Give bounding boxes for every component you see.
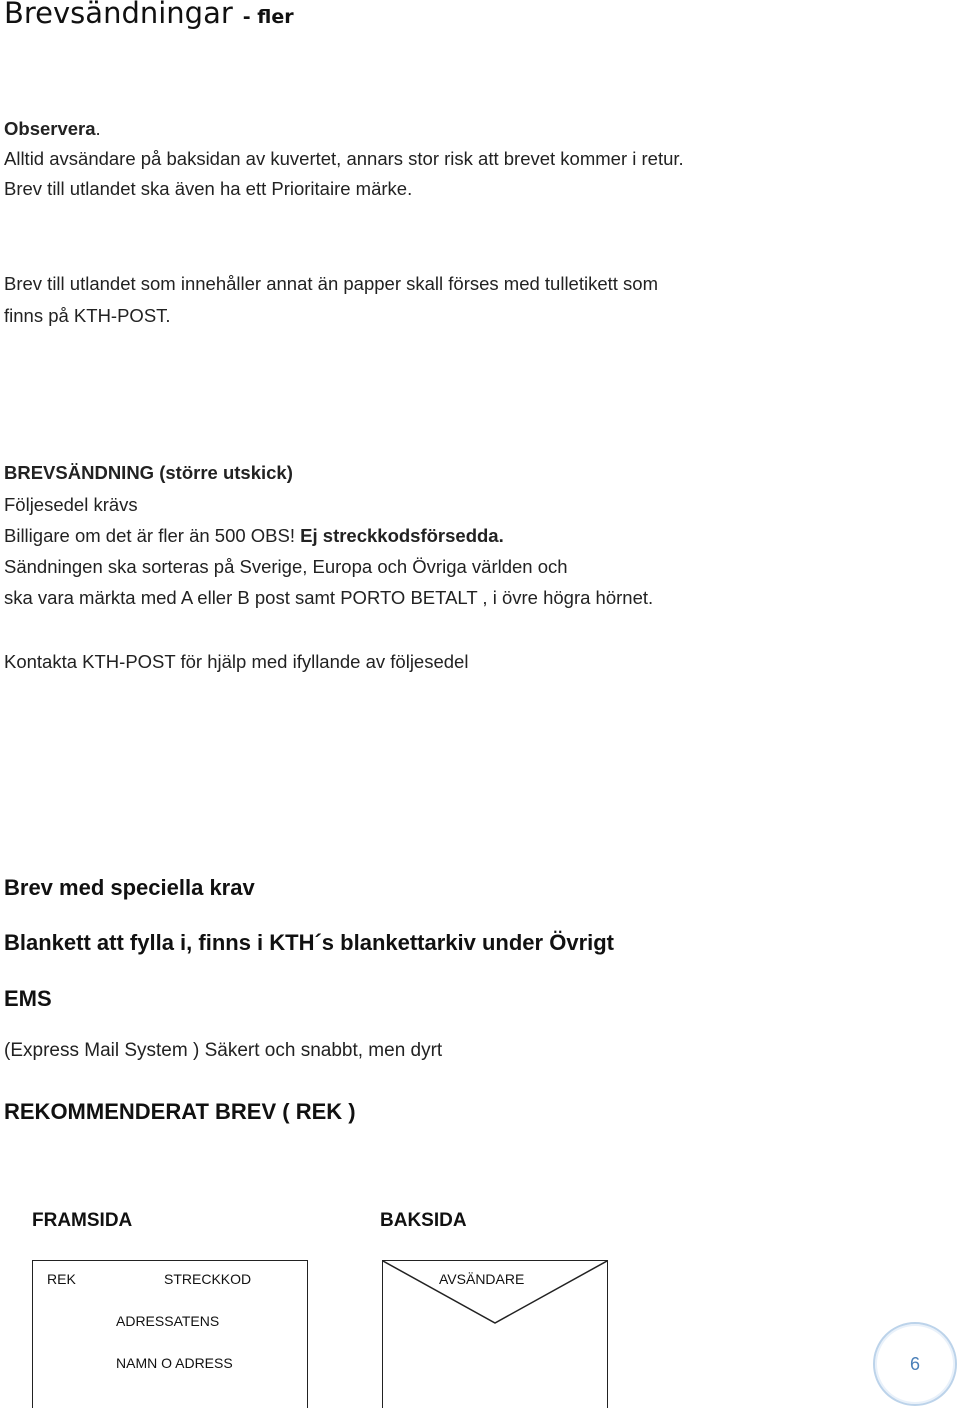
title-text: Brevsändningar (4, 0, 233, 30)
observe-label-dot: . (95, 118, 101, 139)
customs-line-1: Brev till utlandet som innehåller annat än papper skall förses med tulletikett som (4, 273, 659, 294)
front-addressee-label: ADRESSATENS (116, 1313, 220, 1329)
bulk-line-4: ska vara märkta med A eller B post samt PORTO BETALT , i övre högra hörnet. (4, 587, 654, 608)
observe-label-line (4, 118, 101, 140)
title-subtitle: - fler (242, 6, 294, 28)
bulk-line-2-text: Billigare om det är fler än 500 OBS! (4, 525, 301, 546)
rek-heading: REKOMMENDERAT BREV ( REK ) (4, 1099, 356, 1124)
observe-label: Observera (4, 118, 96, 139)
bulk-line-2-emphasis: Ej streckkodsförsedda. (300, 525, 504, 546)
front-envelope (32, 1260, 308, 1408)
special-heading: Brev med speciella krav (4, 875, 255, 900)
back-label: BAKSIDA (380, 1210, 467, 1231)
page-title (4, 0, 294, 30)
page-number: 6 (909, 1353, 920, 1374)
bulk-line-3: Sändningen ska sorteras på Sverige, Europa och Övriga världen och (4, 556, 568, 577)
front-label: FRAMSIDA (32, 1210, 133, 1231)
bulk-line-2 (4, 525, 504, 547)
bulk-heading: BREVSÄNDNING (större utskick) (4, 462, 293, 483)
observe-line-2: Brev till utlandet ska även ha ett Prioritaire märke. (4, 178, 413, 199)
special-form-note: Blankett att fylla i, finns i KTH´s blankettarkiv under Övrigt (4, 930, 615, 955)
front-name-label: NAMN O ADRESS (116, 1355, 233, 1371)
customs-line-2: finns på KTH-POST. (4, 305, 171, 326)
bulk-contact: Kontakta KTH-POST för hjälp med ifyllande av följesedel (4, 651, 469, 672)
front-rek-label: REK (47, 1271, 76, 1287)
ems-description: (Express Mail System ) Säkert och snabbt, men dyrt (4, 1040, 443, 1061)
bulk-line-1: Följesedel krävs (4, 494, 138, 515)
back-sender-label: AVSÄNDARE (439, 1271, 525, 1287)
front-barcode-label: STRECKKOD (164, 1271, 252, 1287)
ems-heading: EMS (4, 986, 52, 1011)
back-envelope (382, 1260, 608, 1408)
observe-line-1: Alltid avsändare på baksidan av kuvertet, annars stor risk att brevet kommer i retur. (4, 148, 684, 169)
page-number-badge (873, 1322, 957, 1406)
